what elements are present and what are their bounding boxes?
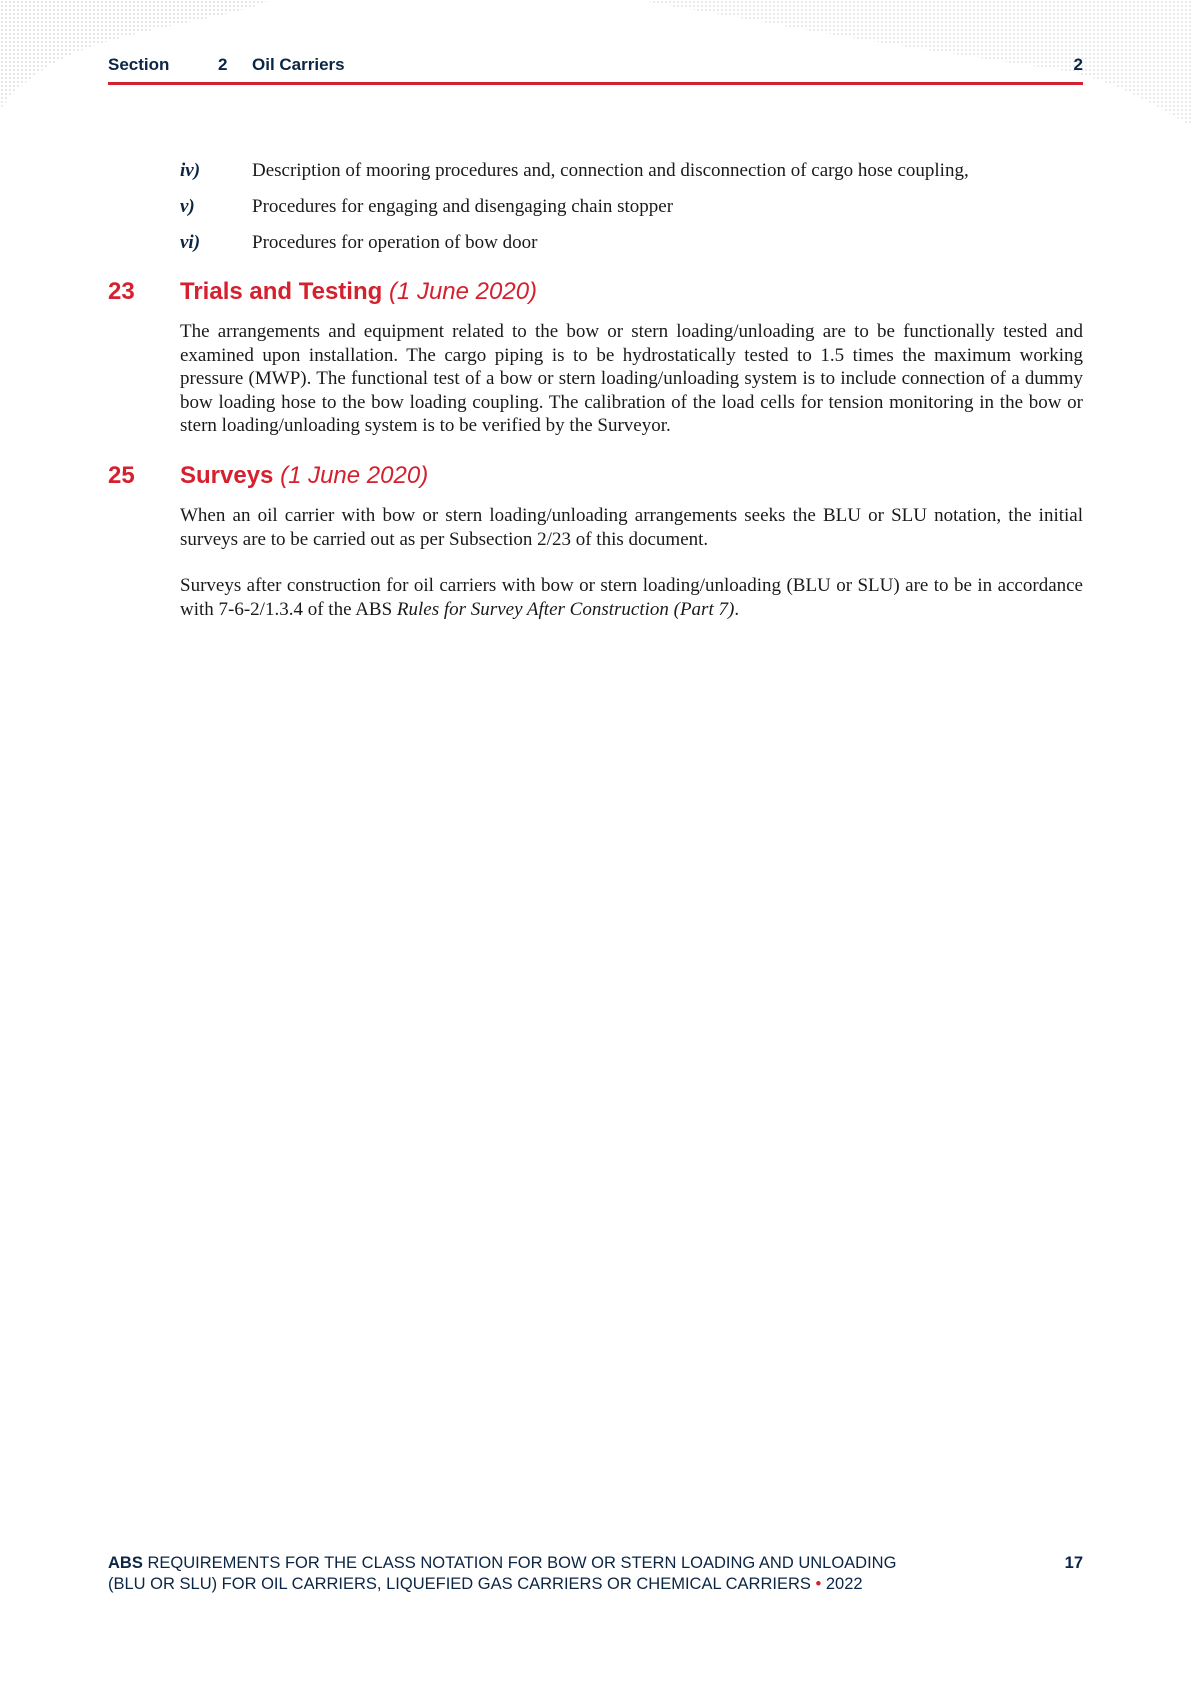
list-item-text: Procedures for operation of bow door [252,232,538,253]
section-heading-title: Surveys [180,462,274,489]
paragraph-end: . [734,598,740,620]
section-heading-title: Trials and Testing [180,278,383,305]
footer-title-2: (BLU OR SLU) FOR OIL CARRIERS, LIQUEFIED GAS CARRIERS OR CHEMICAL CARRIERS [108,1575,811,1593]
paragraph-text: Surveys after construction for oil carriers with bow or stern loading/unloading (BLU or SLU) are to be in accordance with 7-6-2/1.3.4 of the ABS [180,575,1083,620]
section-title: Oil Carriers [252,55,345,74]
page-footer [108,1553,1083,1595]
body-paragraph: When an oil carrier with bow or stern loading/unloading arrangements seeks the BLU or SLU notation, the initial surveys are to be carried out as per Subsection 2/23 of this document. [180,505,1083,550]
section-number: 2 [218,55,228,74]
list-item-number: vi) [180,232,201,253]
list-item-text: Procedures for engaging and disengaging chain stopper [252,196,674,217]
section-heading-date: (1 June 2020) [280,462,429,489]
header-rule [108,82,1083,85]
section-number-right: 2 [1073,55,1083,74]
footer-bullet: • [815,1575,822,1593]
footer-line-1 [108,1553,1083,1574]
footer-year: 2022 [825,1575,863,1593]
page-number: 17 [1064,1554,1083,1572]
list-item-text: Description of mooring procedures and, connection and disconnection of cargo hose coupling, [252,160,969,181]
document-reference: Rules for Survey After Construction (Part 7) [396,598,735,620]
body-paragraph [180,574,1083,621]
list-item-number: iv) [180,160,201,181]
section-heading-number: 23 [108,278,135,305]
section-label: Section [108,55,170,74]
running-header [108,55,1083,79]
body-paragraph: The arrangements and equipment related to the bow or stern loading/unloading are to be functionally tested and examined upon installation. The cargo piping is to be hydrostatically tested to 1.5 times the maximum working pressure (MWP). The functional test of a bow or stern loading/unloading system is to include connection of a dummy bow loading hose to the bow loading coupling. The calibration of the load cells for tension monitoring in the bow or stern loading/unloading system is to be verified by the Surveyor. [180,321,1083,436]
list-item-number: v) [180,196,195,217]
section-heading-number: 25 [108,462,135,489]
footer-brand: ABS [108,1554,143,1572]
section-heading-date: (1 June 2020) [388,278,538,305]
footer-title-1: REQUIREMENTS FOR THE CLASS NOTATION FOR BOW OR STERN LOADING AND UNLOADING [147,1554,897,1572]
footer-line-2 [108,1574,1083,1595]
